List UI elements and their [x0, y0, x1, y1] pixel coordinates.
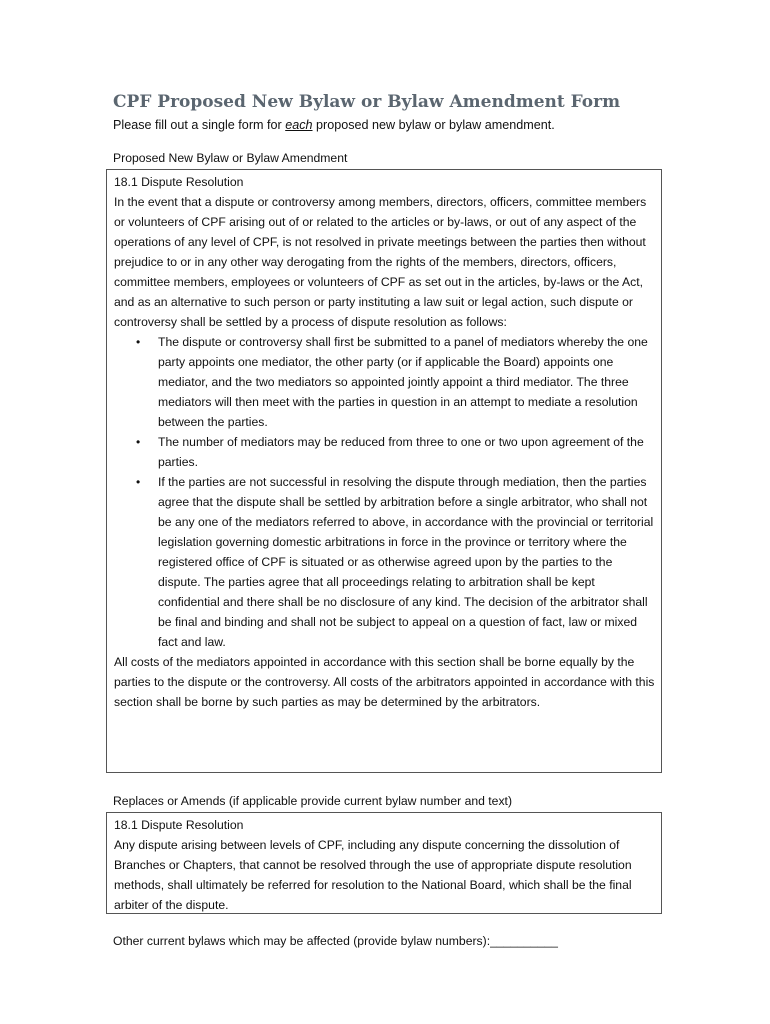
instructions-emphasis: each — [285, 118, 313, 132]
list-item: • The dispute or controversy shall first be submitted to a panel of mediators whereby the one party appoints one mediator, the other party (or if applicable the Board) appoints one mediator, and the two mediators so appointed jointly appoint a third mediator. The three mediators will then meet with the parties in question in an attempt to mediate a resolution between the parties. — [158, 332, 655, 432]
form-title: CPF Proposed New Bylaw or Bylaw Amendment Form — [113, 92, 621, 112]
instructions-text-end: proposed new bylaw or bylaw amendment. — [312, 118, 555, 132]
proposed-bylaw-label: Proposed New Bylaw or Bylaw Amendment — [113, 151, 348, 165]
replaces-amends-label: Replaces or Amends (if applicable provide current bylaw number and text) — [113, 794, 513, 808]
instructions-text-start: Please fill out a single form for — [113, 118, 286, 132]
replaces-amends-textbox[interactable] — [106, 812, 662, 914]
list-item: • The number of mediators may be reduced from three to one or two upon agreement of the parties. — [158, 432, 655, 472]
list-item: • If the parties are not successful in resolving the dispute through mediation, then the parties agree that the dispute shall be settled by arbitration before a single arbitrator, who shall not be any one of the mediators referred to above, in accordance with the provincial or territorial legislation governing domestic arbitrations in force in the province or territory where the registered office of CPF is situated or as otherwise agreed upon by the parties to the dispute. The parties agree that all proceedings relating to arbitration shall be kept confidential and there shall be no disclosure of any kind. The decision of the arbitrator shall be final and binding and shall not be subject to appeal on a question of fact, law or mixed fact and law. — [158, 472, 655, 652]
proposed-bylaw-textbox[interactable] — [106, 169, 662, 773]
replaces-text: Any dispute arising between levels of CPF, including any dispute concerning the dissolution of Branches or Chapters, that cannot be resolved through the use of appropriate dispute resolution methods, shall ultimately be referred for resolution to the National Board, which shall be the final arbiter of the dispute. — [114, 838, 632, 912]
affected-bylaws-field[interactable]: Other current bylaws which may be affected (provide bylaw numbers):__________ — [113, 934, 558, 948]
form-instructions — [113, 118, 555, 132]
replaces-heading: 18.1 Dispute Resolution — [114, 818, 244, 832]
proposed-bylaw-closing: All costs of the mediators appointed in accordance with this section shall be borne equally by the parties to the dispute or the controversy. All costs of the arbitrators appointed in accordance with this section shall be borne by such parties as may be determined by the arbitrators. — [114, 655, 655, 709]
proposed-bylaw-list — [114, 332, 655, 652]
proposed-bylaw-intro: In the event that a dispute or controversy among members, directors, officers, committee members or volunteers of CPF arising out of or related to the articles or by-laws, or out of any aspect of the operations of any level of CPF, is not resolved in private meetings between the parties then without prejudice to or in any other way derogating from the rights of the members, directors, officers, committee members, employees or volunteers of CPF as set out in the articles, by-laws or the Act, and as an alternative to such person or party instituting a law suit or legal action, such dispute or controversy shall be settled by a process of dispute resolution as follows: — [114, 195, 647, 329]
proposed-bylaw-heading: 18.1 Dispute Resolution — [114, 175, 244, 189]
